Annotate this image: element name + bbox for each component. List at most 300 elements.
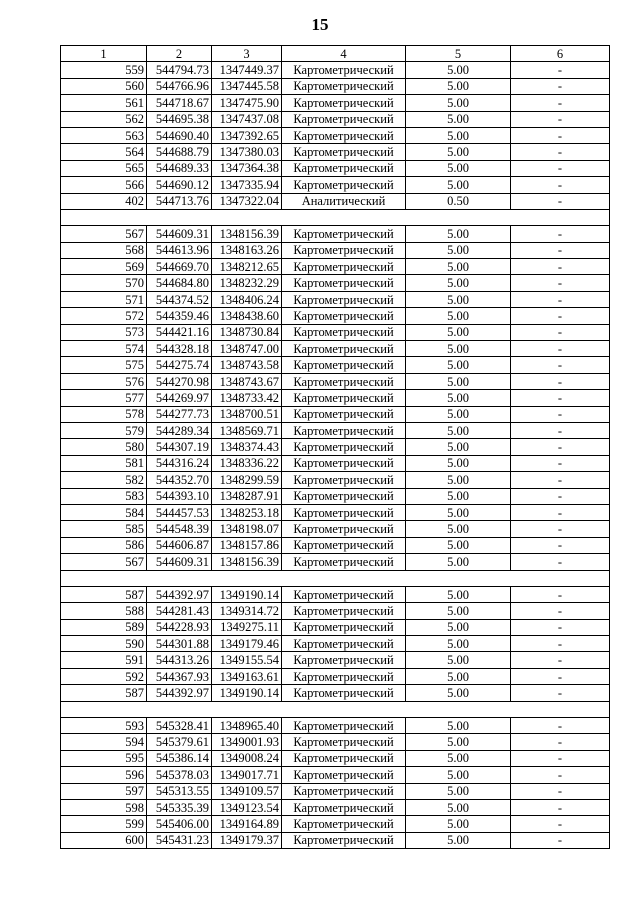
separator-cell (61, 701, 610, 717)
table-row (61, 422, 610, 438)
y-coordinate-cell: 1347392.65 (212, 127, 282, 143)
point-number-cell: 584 (61, 504, 147, 520)
accuracy-cell: 5.00 (406, 62, 511, 78)
x-coordinate-cell: 545431.23 (147, 832, 212, 848)
note-cell: - (511, 554, 610, 570)
method-cell: Картометрический (282, 390, 406, 406)
table-row (61, 685, 610, 701)
accuracy-cell: 5.00 (406, 324, 511, 340)
y-coordinate-cell: 1347437.08 (212, 111, 282, 127)
accuracy-cell: 5.00 (406, 291, 511, 307)
point-number-cell: 585 (61, 521, 147, 537)
method-cell: Картометрический (282, 127, 406, 143)
method-cell: Картометрический (282, 111, 406, 127)
method-cell: Картометрический (282, 324, 406, 340)
method-cell: Картометрический (282, 521, 406, 537)
method-cell: Картометрический (282, 406, 406, 422)
note-cell: - (511, 78, 610, 94)
x-coordinate-cell: 544316.24 (147, 455, 212, 471)
accuracy-cell: 5.00 (406, 422, 511, 438)
accuracy-cell: 5.00 (406, 308, 511, 324)
point-number-cell: 570 (61, 275, 147, 291)
table-row (61, 832, 610, 848)
separator-cell (61, 570, 610, 586)
point-number-cell: 588 (61, 603, 147, 619)
y-coordinate-cell: 1348232.29 (212, 275, 282, 291)
accuracy-cell: 5.00 (406, 406, 511, 422)
header-cell: 4 (282, 46, 406, 62)
accuracy-cell: 5.00 (406, 488, 511, 504)
note-cell: - (511, 373, 610, 389)
table-row (61, 308, 610, 324)
y-coordinate-cell: 1348212.65 (212, 259, 282, 275)
y-coordinate-cell: 1347364.38 (212, 160, 282, 176)
note-cell: - (511, 127, 610, 143)
x-coordinate-cell: 544718.67 (147, 95, 212, 111)
x-coordinate-cell: 545378.03 (147, 767, 212, 783)
table-row (61, 603, 610, 619)
accuracy-cell: 5.00 (406, 144, 511, 160)
table-row (61, 275, 610, 291)
note-cell: - (511, 619, 610, 635)
page-number: 15 (311, 15, 329, 34)
note-cell: - (511, 455, 610, 471)
note-cell: - (511, 832, 610, 848)
table-row (61, 816, 610, 832)
y-coordinate-cell: 1349314.72 (212, 603, 282, 619)
accuracy-cell: 5.00 (406, 127, 511, 143)
accuracy-cell: 5.00 (406, 455, 511, 471)
header-cell: 3 (212, 46, 282, 62)
point-number-cell: 572 (61, 308, 147, 324)
note-cell: - (511, 242, 610, 258)
method-cell: Картометрический (282, 767, 406, 783)
point-number-cell: 559 (61, 62, 147, 78)
y-coordinate-cell: 1348733.42 (212, 390, 282, 406)
note-cell: - (511, 488, 610, 504)
accuracy-cell: 5.00 (406, 636, 511, 652)
method-cell: Картометрический (282, 799, 406, 815)
accuracy-cell: 5.00 (406, 750, 511, 766)
point-number-cell: 599 (61, 816, 147, 832)
table-row (61, 652, 610, 668)
note-cell: - (511, 275, 610, 291)
table-row (61, 111, 610, 127)
note-cell: - (511, 586, 610, 602)
table-body (61, 62, 610, 849)
accuracy-cell: 5.00 (406, 177, 511, 193)
table-row (61, 144, 610, 160)
table-row (61, 439, 610, 455)
accuracy-cell: 5.00 (406, 718, 511, 734)
accuracy-cell: 5.00 (406, 275, 511, 291)
x-coordinate-cell: 544689.33 (147, 160, 212, 176)
x-coordinate-cell: 544281.43 (147, 603, 212, 619)
table-row (61, 373, 610, 389)
point-number-cell: 587 (61, 586, 147, 602)
table-row (61, 783, 610, 799)
y-coordinate-cell: 1349155.54 (212, 652, 282, 668)
x-coordinate-cell: 545406.00 (147, 816, 212, 832)
point-number-cell: 567 (61, 554, 147, 570)
note-cell: - (511, 668, 610, 684)
note-cell: - (511, 193, 610, 209)
x-coordinate-cell: 544359.46 (147, 308, 212, 324)
method-cell: Картометрический (282, 685, 406, 701)
x-coordinate-cell: 545328.41 (147, 718, 212, 734)
point-number-cell: 593 (61, 718, 147, 734)
point-number-cell: 581 (61, 455, 147, 471)
y-coordinate-cell: 1347445.58 (212, 78, 282, 94)
table-row (61, 160, 610, 176)
accuracy-cell: 5.00 (406, 668, 511, 684)
note-cell: - (511, 537, 610, 553)
note-cell: - (511, 62, 610, 78)
method-cell: Картометрический (282, 783, 406, 799)
method-cell: Картометрический (282, 144, 406, 160)
point-number-cell: 573 (61, 324, 147, 340)
point-number-cell: 574 (61, 341, 147, 357)
x-coordinate-cell: 544684.80 (147, 275, 212, 291)
point-number-cell: 591 (61, 652, 147, 668)
x-coordinate-cell: 545313.55 (147, 783, 212, 799)
point-number-cell: 597 (61, 783, 147, 799)
point-number-cell: 568 (61, 242, 147, 258)
note-cell: - (511, 603, 610, 619)
table-row (61, 341, 610, 357)
header-cell: 6 (511, 46, 610, 62)
note-cell: - (511, 734, 610, 750)
table-row (61, 521, 610, 537)
accuracy-cell: 5.00 (406, 652, 511, 668)
accuracy-cell: 5.00 (406, 341, 511, 357)
y-coordinate-cell: 1349109.57 (212, 783, 282, 799)
x-coordinate-cell: 545379.61 (147, 734, 212, 750)
table-row (61, 586, 610, 602)
y-coordinate-cell: 1348747.00 (212, 341, 282, 357)
y-coordinate-cell: 1349190.14 (212, 685, 282, 701)
method-cell: Картометрический (282, 422, 406, 438)
x-coordinate-cell: 545335.39 (147, 799, 212, 815)
table-row (61, 78, 610, 94)
note-cell: - (511, 144, 610, 160)
x-coordinate-cell: 544794.73 (147, 62, 212, 78)
y-coordinate-cell: 1349275.11 (212, 619, 282, 635)
table-row (61, 193, 610, 209)
y-coordinate-cell: 1348374.43 (212, 439, 282, 455)
point-number-cell: 582 (61, 472, 147, 488)
table-row (61, 226, 610, 242)
accuracy-cell: 5.00 (406, 537, 511, 553)
method-cell: Картометрический (282, 308, 406, 324)
table-row (61, 504, 610, 520)
point-number-cell: 590 (61, 636, 147, 652)
accuracy-cell: 5.00 (406, 160, 511, 176)
table-row (61, 472, 610, 488)
x-coordinate-cell: 544289.34 (147, 422, 212, 438)
point-number-cell: 586 (61, 537, 147, 553)
table-row (61, 95, 610, 111)
accuracy-cell: 5.00 (406, 734, 511, 750)
point-number-cell: 595 (61, 750, 147, 766)
x-coordinate-cell: 544609.31 (147, 226, 212, 242)
note-cell: - (511, 422, 610, 438)
x-coordinate-cell: 545386.14 (147, 750, 212, 766)
point-number-cell: 563 (61, 127, 147, 143)
point-number-cell: 587 (61, 685, 147, 701)
x-coordinate-cell: 544392.97 (147, 685, 212, 701)
method-cell: Картометрический (282, 455, 406, 471)
accuracy-cell: 5.00 (406, 521, 511, 537)
method-cell: Картометрический (282, 603, 406, 619)
accuracy-cell: 5.00 (406, 95, 511, 111)
point-number-cell: 589 (61, 619, 147, 635)
x-coordinate-cell: 544690.40 (147, 127, 212, 143)
method-cell: Картометрический (282, 652, 406, 668)
accuracy-cell: 5.00 (406, 226, 511, 242)
x-coordinate-cell: 544374.52 (147, 291, 212, 307)
point-number-cell: 579 (61, 422, 147, 438)
point-number-cell: 569 (61, 259, 147, 275)
accuracy-cell: 5.00 (406, 603, 511, 619)
table-header-row (61, 46, 610, 62)
y-coordinate-cell: 1348569.71 (212, 422, 282, 438)
x-coordinate-cell: 544713.76 (147, 193, 212, 209)
point-number-cell: 576 (61, 373, 147, 389)
x-coordinate-cell: 544228.93 (147, 619, 212, 635)
y-coordinate-cell: 1348287.91 (212, 488, 282, 504)
point-number-cell: 596 (61, 767, 147, 783)
accuracy-cell: 5.00 (406, 783, 511, 799)
x-coordinate-cell: 544669.70 (147, 259, 212, 275)
note-cell: - (511, 816, 610, 832)
table-row (61, 357, 610, 373)
note-cell: - (511, 177, 610, 193)
y-coordinate-cell: 1347449.37 (212, 62, 282, 78)
y-coordinate-cell: 1348253.18 (212, 504, 282, 520)
point-number-cell: 565 (61, 160, 147, 176)
note-cell: - (511, 357, 610, 373)
y-coordinate-cell: 1349001.93 (212, 734, 282, 750)
point-number-cell: 577 (61, 390, 147, 406)
x-coordinate-cell: 544766.96 (147, 78, 212, 94)
accuracy-cell: 5.00 (406, 259, 511, 275)
table-row (61, 668, 610, 684)
note-cell: - (511, 160, 610, 176)
y-coordinate-cell: 1348156.39 (212, 226, 282, 242)
y-coordinate-cell: 1347475.90 (212, 95, 282, 111)
header-cell: 1 (61, 46, 147, 62)
note-cell: - (511, 767, 610, 783)
method-cell: Картометрический (282, 816, 406, 832)
method-cell: Картометрический (282, 439, 406, 455)
y-coordinate-cell: 1348730.84 (212, 324, 282, 340)
note-cell: - (511, 750, 610, 766)
method-cell: Картометрический (282, 95, 406, 111)
accuracy-cell: 5.00 (406, 472, 511, 488)
x-coordinate-cell: 544392.97 (147, 586, 212, 602)
table-row (61, 390, 610, 406)
y-coordinate-cell: 1348700.51 (212, 406, 282, 422)
x-coordinate-cell: 544393.10 (147, 488, 212, 504)
point-number-cell: 583 (61, 488, 147, 504)
coordinates-table (60, 45, 610, 849)
point-number-cell: 575 (61, 357, 147, 373)
note-cell: - (511, 291, 610, 307)
point-number-cell: 598 (61, 799, 147, 815)
y-coordinate-cell: 1349164.89 (212, 816, 282, 832)
y-coordinate-cell: 1347322.04 (212, 193, 282, 209)
accuracy-cell: 5.00 (406, 554, 511, 570)
point-number-cell: 560 (61, 78, 147, 94)
y-coordinate-cell: 1348336.22 (212, 455, 282, 471)
x-coordinate-cell: 544457.53 (147, 504, 212, 520)
method-cell: Картометрический (282, 78, 406, 94)
table-row (61, 488, 610, 504)
point-number-cell: 402 (61, 193, 147, 209)
x-coordinate-cell: 544690.12 (147, 177, 212, 193)
y-coordinate-cell: 1347335.94 (212, 177, 282, 193)
accuracy-cell: 5.00 (406, 111, 511, 127)
method-cell: Картометрический (282, 373, 406, 389)
accuracy-cell: 5.00 (406, 439, 511, 455)
note-cell: - (511, 504, 610, 520)
point-number-cell: 564 (61, 144, 147, 160)
x-coordinate-cell: 544606.87 (147, 537, 212, 553)
accuracy-cell: 5.00 (406, 357, 511, 373)
y-coordinate-cell: 1348299.59 (212, 472, 282, 488)
point-number-cell: 578 (61, 406, 147, 422)
x-coordinate-cell: 544275.74 (147, 357, 212, 373)
accuracy-cell: 5.00 (406, 685, 511, 701)
method-cell: Картометрический (282, 636, 406, 652)
method-cell: Картометрический (282, 259, 406, 275)
y-coordinate-cell: 1349017.71 (212, 767, 282, 783)
y-coordinate-cell: 1348965.40 (212, 718, 282, 734)
method-cell: Картометрический (282, 341, 406, 357)
y-coordinate-cell: 1349123.54 (212, 799, 282, 815)
accuracy-cell: 5.00 (406, 767, 511, 783)
note-cell: - (511, 472, 610, 488)
x-coordinate-cell: 544367.93 (147, 668, 212, 684)
group-separator-row (61, 209, 610, 225)
accuracy-cell: 5.00 (406, 390, 511, 406)
header-cell: 5 (406, 46, 511, 62)
table-row (61, 406, 610, 422)
accuracy-cell: 5.00 (406, 78, 511, 94)
method-cell: Картометрический (282, 275, 406, 291)
note-cell: - (511, 636, 610, 652)
method-cell: Картометрический (282, 668, 406, 684)
note-cell: - (511, 308, 610, 324)
y-coordinate-cell: 1348156.39 (212, 554, 282, 570)
x-coordinate-cell: 544688.79 (147, 144, 212, 160)
note-cell: - (511, 259, 610, 275)
table-row (61, 718, 610, 734)
note-cell: - (511, 685, 610, 701)
table-row (61, 554, 610, 570)
x-coordinate-cell: 544301.88 (147, 636, 212, 652)
point-number-cell: 580 (61, 439, 147, 455)
table-row (61, 291, 610, 307)
note-cell: - (511, 226, 610, 242)
accuracy-cell: 5.00 (406, 242, 511, 258)
header-cell: 2 (147, 46, 212, 62)
y-coordinate-cell: 1348406.24 (212, 291, 282, 307)
note-cell: - (511, 341, 610, 357)
method-cell: Картометрический (282, 586, 406, 602)
y-coordinate-cell: 1349179.46 (212, 636, 282, 652)
note-cell: - (511, 439, 610, 455)
point-number-cell: 567 (61, 226, 147, 242)
table-row (61, 62, 610, 78)
method-cell: Картометрический (282, 619, 406, 635)
note-cell: - (511, 324, 610, 340)
note-cell: - (511, 783, 610, 799)
group-separator-row (61, 701, 610, 717)
x-coordinate-cell: 544277.73 (147, 406, 212, 422)
x-coordinate-cell: 544613.96 (147, 242, 212, 258)
method-cell: Картометрический (282, 832, 406, 848)
table-row (61, 799, 610, 815)
method-cell: Картометрический (282, 734, 406, 750)
x-coordinate-cell: 544269.97 (147, 390, 212, 406)
y-coordinate-cell: 1349163.61 (212, 668, 282, 684)
method-cell: Картометрический (282, 537, 406, 553)
point-number-cell: 566 (61, 177, 147, 193)
x-coordinate-cell: 544328.18 (147, 341, 212, 357)
accuracy-cell: 5.00 (406, 373, 511, 389)
accuracy-cell: 5.00 (406, 504, 511, 520)
method-cell: Картометрический (282, 718, 406, 734)
method-cell: Картометрический (282, 291, 406, 307)
x-coordinate-cell: 544548.39 (147, 521, 212, 537)
x-coordinate-cell: 544609.31 (147, 554, 212, 570)
accuracy-cell: 5.00 (406, 832, 511, 848)
y-coordinate-cell: 1348438.60 (212, 308, 282, 324)
y-coordinate-cell: 1349179.37 (212, 832, 282, 848)
method-cell: Картометрический (282, 504, 406, 520)
table-row (61, 259, 610, 275)
group-separator-row (61, 570, 610, 586)
table-row (61, 619, 610, 635)
accuracy-cell: 5.00 (406, 799, 511, 815)
method-cell: Аналитический (282, 193, 406, 209)
table-row (61, 242, 610, 258)
x-coordinate-cell: 544695.38 (147, 111, 212, 127)
separator-cell (61, 209, 610, 225)
note-cell: - (511, 718, 610, 734)
method-cell: Картометрический (282, 226, 406, 242)
y-coordinate-cell: 1348157.86 (212, 537, 282, 553)
method-cell: Картометрический (282, 160, 406, 176)
x-coordinate-cell: 544307.19 (147, 439, 212, 455)
note-cell: - (511, 799, 610, 815)
table-row (61, 177, 610, 193)
y-coordinate-cell: 1347380.03 (212, 144, 282, 160)
accuracy-cell: 5.00 (406, 619, 511, 635)
method-cell: Картометрический (282, 750, 406, 766)
method-cell: Картометрический (282, 488, 406, 504)
accuracy-cell: 5.00 (406, 816, 511, 832)
table-row (61, 537, 610, 553)
y-coordinate-cell: 1348163.26 (212, 242, 282, 258)
y-coordinate-cell: 1349190.14 (212, 586, 282, 602)
y-coordinate-cell: 1348743.67 (212, 373, 282, 389)
note-cell: - (511, 406, 610, 422)
accuracy-cell: 5.00 (406, 586, 511, 602)
table-row (61, 750, 610, 766)
